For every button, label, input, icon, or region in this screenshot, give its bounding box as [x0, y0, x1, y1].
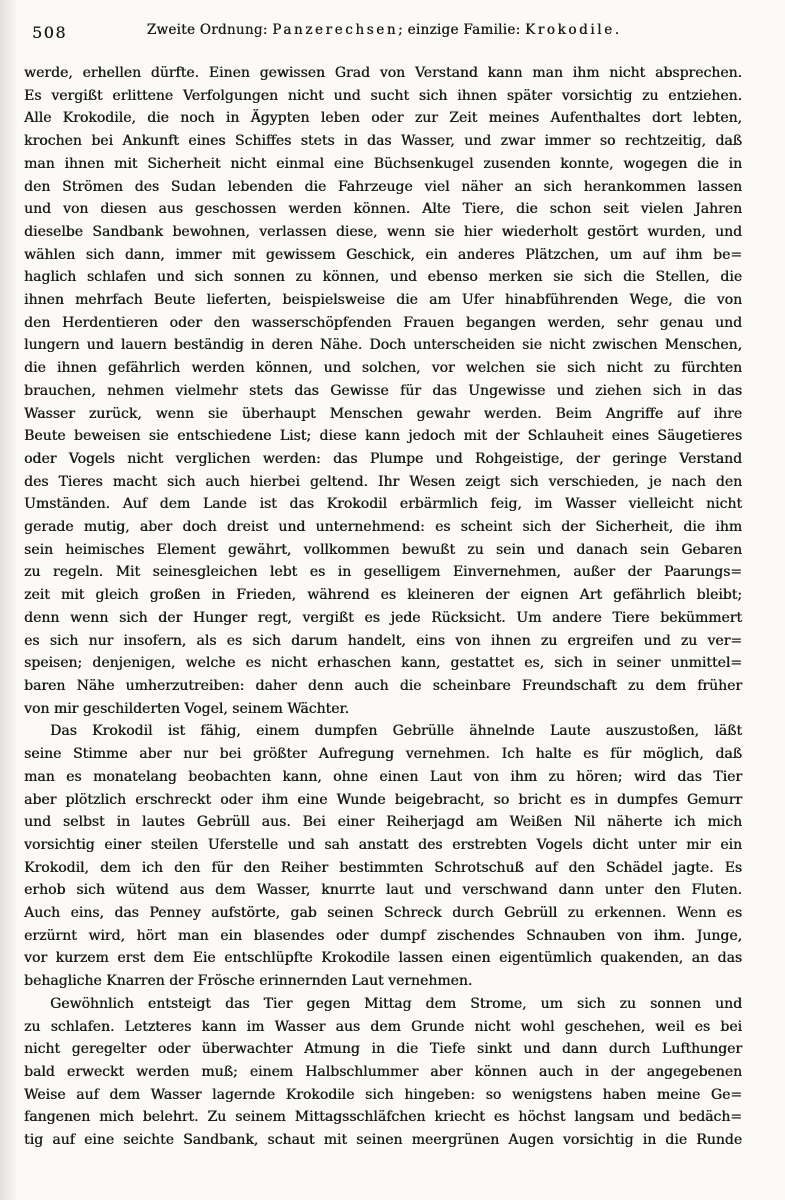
text-line: und selbst in lautes Gebrüll aus. Bei einer Reiherjagd am Weißen Nil näherte ich mich [24, 814, 742, 831]
scan-gutter-shadow [0, 0, 18, 1200]
text-line: es sich nur insofern, als es sich darum handelt, eins von ihnen zu ergreifen und zu ver= [24, 632, 742, 649]
text-line: seine Stimme aber nur bei größter Aufregung vernehmen. Ich halte es für möglich, daß [24, 746, 742, 763]
text-line: brauchen, nehmen vielmehr stets das Gewisse für das Ungewisse und ziehen sich in das [24, 382, 742, 399]
text-line: erzürnt wird, hört man ein blasendes oder dumpf zischendes Schnauben von ihm. Junge, [24, 927, 742, 944]
text-line: gerade mutig, aber doch dreist und unternehmend: es scheint sich der Sicherheit, die ihm [24, 519, 742, 536]
page-number: 508 [32, 23, 68, 42]
text-line: speisen; denjenigen, welche es nicht erhaschen kann, gestattet es, sich in seiner unmittel= [24, 655, 742, 672]
text-line: denn wenn sich der Hunger regt, vergißt es jede Rücksicht. Um andere Tiere bekümmert [24, 609, 742, 626]
text-line: werde, erhellen dürfte. Einen gewissen Grad von Verstand kann man ihm nicht absprechen. [24, 65, 742, 81]
running-head-order-name: Panzerechsen [272, 22, 399, 38]
text-line: man ihnen mit Sicherheit nicht einmal eine Büchsenkugel zusenden konnte, wogegen die in [24, 155, 742, 172]
running-head [24, 22, 742, 38]
text-line: Weise auf dem Wasser lagernde Krokodile sich hingeben: so wenigstens haben meine Ge= [24, 1086, 742, 1103]
text-line: ihnen mehrfach Beute lieferten, beispielsweise die am Ufer hinabführenden Wege, die von [24, 292, 742, 309]
text-line: dieselbe Sandbank bewohnen, verlassen diese, wenn sie hier wiederholt gestört wurden, und [24, 223, 742, 240]
text-line: nicht geregelter oder überwachter Atmung in die Tiefe sinkt und dann durch Lufthunger [24, 1041, 742, 1058]
text-line: Gewöhnlich entsteigt das Tier gegen Mittag dem Strome, um sich zu sonnen und [50, 995, 742, 1012]
text-line: Alle Krokodile, die noch in Ägypten leben oder zur Zeit meines Aufenthaltes dort lebten, [24, 110, 742, 127]
text-block [24, 62, 742, 1152]
text-line: Beute beweisen sie entschiedene List; diese kann jedoch mit der Schlauheit eines Säugetieres [24, 428, 742, 445]
text-line: Wasser zurück, wenn sie überhaupt Menschen gewahr werden. Beim Angriffe auf ihre [24, 405, 742, 422]
running-head-family-name: Krokodile [525, 22, 615, 38]
text-line: baren Nähe umherzutreiben: daher denn auch die scheinbare Freundschaft zu dem früher [24, 677, 742, 694]
text-line: und von diesen aus geschossen werden können. Alte Tiere, die schon seit vielen Jahren [24, 201, 742, 218]
text-line: fangenen mich belehrt. Zu seinem Mittagsschläfchen kriecht es höchst langsam und bedäch= [24, 1109, 742, 1126]
page-header [24, 22, 742, 44]
text-line: sein heimisches Element gewährt, vollkommen bewußt zu sein und danach sein Gebaren [24, 541, 742, 558]
text-line: aber plötzlich erschreckt oder ihm eine Wunde beigebracht, so bricht es in dumpfes Gemurr [24, 791, 742, 808]
text-line: vorsichtig einer steilen Uferstelle und sah anstatt des erstrebten Vogels dicht unter mir ein [24, 836, 742, 853]
running-head-order-label: Zweite Ordnung: [146, 22, 273, 38]
text-line: tig auf eine seichte Sandbank, schaut mit seinen meergrünen Augen vorsichtig in die Runde [24, 1132, 742, 1149]
text-line: den Strömen des Sudan lebenden die Fahrzeuge viel näher an sich herankommen lassen [24, 178, 742, 195]
text-line: behagliche Knarren der Frösche erinnernden Laut vernehmen. [24, 973, 473, 990]
text-line: Auch eins, das Penney aufstörte, gab seinen Schreck durch Gebrüll zu erkennen. Wenn es [24, 905, 742, 922]
text-line: zeit mit gleich großen in Frieden, während es kleineren der eignen Art gefährlich bleibt; [24, 587, 742, 604]
text-line: Umständen. Auf dem Lande ist das Krokodil erbärmlich feig, im Wasser vielleicht nicht [24, 496, 742, 513]
text-line: Es vergißt erlittene Verfolgungen nicht und sucht sich ihnen später vorsichtig zu entziehen. [24, 87, 742, 104]
text-line: lungern und lauern beständig in deren Nähe. Doch unterscheiden sie nicht zwischen Menschen, [24, 337, 742, 354]
text-line: zu schlafen. Letzteres kann im Wasser aus dem Grunde nicht wohl geschehen, weil es bei [24, 1018, 742, 1035]
text-line: krochen bei Ankunft eines Schiffes stets in das Wasser, und zwar immer so rechtzeitig, daß [24, 133, 742, 150]
text-line: Das Krokodil ist fähig, einem dumpfen Gebrülle ähnelnde Laute auszustoßen, läßt [50, 723, 742, 740]
text-line: die ihnen gefährlich werden können, und solchen, vor welchen sie sich nicht zu fürchten [24, 360, 742, 377]
text-line: von mir geschilderten Vogel, seinem Wächter. [24, 700, 350, 717]
text-line: wählen sich dann, immer mit gewissem Geschick, ein anderes Plätzchen, um auf ihm be= [24, 246, 742, 263]
text-line: bald erweckt werden muß; einem Halbschlummer aber können auch in der angegebenen [24, 1063, 742, 1080]
text-line: vor kurzem erst dem Eie entschlüpfte Krokodile lassen einen eigentümlich quakenden, an das [24, 950, 742, 967]
text-line: oder Vogels nicht verglichen werden: das Plumpe und Rohgeistige, der geringe Verstand [24, 450, 742, 467]
running-head-family-label: ; einzige Familie: [398, 22, 526, 38]
text-line: erhob sich wütend aus dem Wasser, knurrte laut und verschwand dann unter den Fluten. [24, 882, 742, 899]
text-line: Krokodil, dem ich den für den Reiher bestimmten Schrotschuß auf den Schädel jagte. Es [24, 859, 742, 876]
text-line: haglich schlafen und sich sonnen zu können, und ebenso merken sie sich die Stellen, die [24, 269, 742, 286]
text-line: den Herdentieren oder den wasserschöpfenden Frauen begangen werden, sehr genau und [24, 314, 742, 331]
text-line: zu regeln. Mit seinesgleichen lebt es in geselligem Einvernehmen, außer der Paarungs= [24, 564, 742, 581]
text-line: man es monatelang beobachten kann, ohne einen Laut von ihm zu hören; wird das Tier [24, 768, 742, 785]
running-head-period: . [614, 22, 620, 38]
text-line: des Tieres macht sich auch hierbei geltend. Ihr Wesen zeigt sich verschieden, je nach den [24, 473, 742, 490]
